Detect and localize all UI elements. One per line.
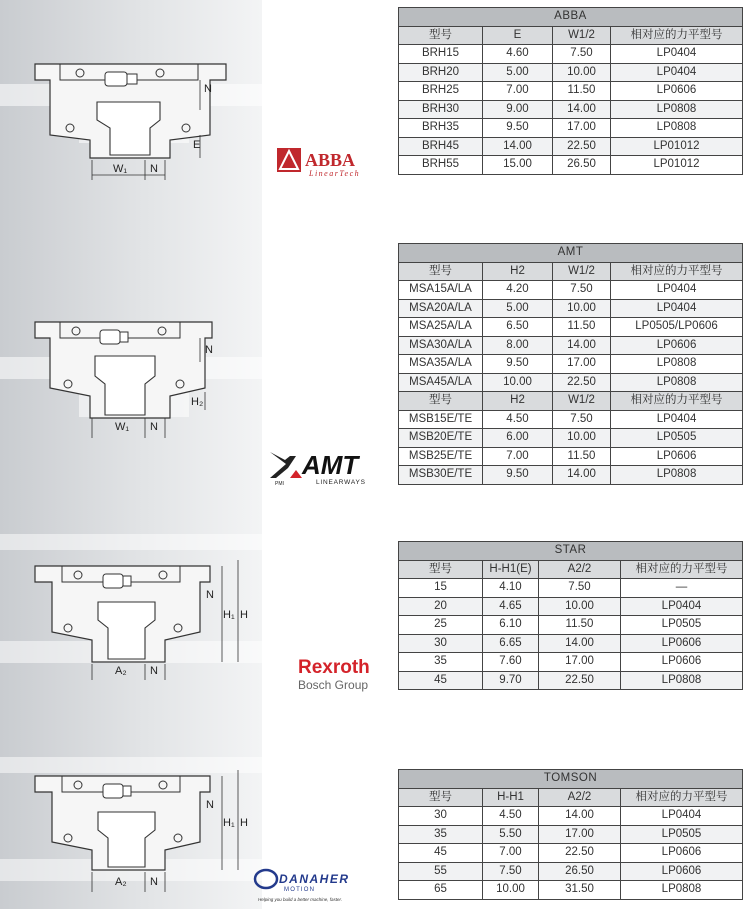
- table-cell: LP0404: [621, 597, 743, 616]
- spec-table-amt: [398, 243, 743, 485]
- table-cell: BRH45: [399, 137, 483, 156]
- table-cell: 14.00: [539, 634, 621, 653]
- table-row: [399, 616, 743, 635]
- column-header: W1/2: [553, 392, 611, 411]
- table-cell: 26.50: [553, 156, 611, 175]
- table-row: [399, 45, 743, 64]
- table-cell: 30: [399, 807, 483, 826]
- table-cell: 7.00: [483, 447, 553, 466]
- table-cell: 5.00: [483, 299, 553, 318]
- table-cell: 6.00: [483, 429, 553, 448]
- dim-label: W₁: [115, 421, 130, 433]
- table-cell: 8.00: [483, 336, 553, 355]
- table-row: [399, 299, 743, 318]
- table-row: [399, 881, 743, 900]
- table-cell: LP0808: [611, 119, 743, 138]
- column-header: E: [483, 26, 553, 45]
- table-cell: 9.50: [483, 119, 553, 138]
- dim-label: W₁: [113, 163, 128, 175]
- table-cell: 4.50: [483, 410, 553, 429]
- table-cell: LP0505: [621, 616, 743, 635]
- column-header: 型号: [399, 788, 483, 807]
- table-row: [399, 844, 743, 863]
- table-cell: 11.50: [539, 616, 621, 635]
- column-header: 相对应的力平型号: [611, 392, 743, 411]
- dim-label: A₂: [115, 665, 127, 677]
- table-cell: BRH25: [399, 82, 483, 101]
- column-header: 型号: [399, 262, 483, 281]
- table-cell: LP0404: [611, 299, 743, 318]
- rexroth-logo-sub: Bosch Group: [298, 678, 369, 692]
- rexroth-logo-name: Rexroth: [298, 657, 370, 678]
- table-cell: LP0808: [611, 466, 743, 485]
- table-row: [399, 281, 743, 300]
- table-cell: 14.00: [553, 100, 611, 119]
- table-cell: 10.00: [553, 429, 611, 448]
- amt-logo-sub: LINEARWAYS: [316, 479, 366, 486]
- table-cell: LP0808: [611, 100, 743, 119]
- amt-logo-mark: PMI: [275, 481, 284, 487]
- table-row: [399, 373, 743, 392]
- table-cell: LP0505/LP0606: [611, 318, 743, 337]
- column-header: W1/2: [553, 26, 611, 45]
- table-cell: LP0404: [611, 410, 743, 429]
- dim-label: N: [150, 876, 158, 888]
- table-cell: MSA25A/LA: [399, 318, 483, 337]
- dim-label: H: [240, 609, 248, 621]
- table-row: [399, 825, 743, 844]
- table-row: [399, 671, 743, 690]
- table-cell: 4.10: [483, 579, 539, 598]
- table-cell: 6.65: [483, 634, 539, 653]
- table-cell: 11.50: [553, 318, 611, 337]
- dim-label: N: [150, 163, 158, 175]
- table-cell: 10.00: [483, 881, 539, 900]
- table-title: AMT: [399, 244, 743, 263]
- table-cell: MSB20E/TE: [399, 429, 483, 448]
- table-cell: MSA30A/LA: [399, 336, 483, 355]
- table-title-row: [399, 542, 743, 561]
- table-cell: 9.50: [483, 466, 553, 485]
- column-header: W1/2: [553, 262, 611, 281]
- table-cell: MSB30E/TE: [399, 466, 483, 485]
- column-header: 相对应的力平型号: [611, 262, 743, 281]
- danaher-logo-sub: MOTION: [284, 887, 316, 893]
- table-cell: LP0808: [621, 881, 743, 900]
- column-header: 型号: [399, 560, 483, 579]
- table-row: [399, 318, 743, 337]
- table-cell: 25: [399, 616, 483, 635]
- table-row: [399, 653, 743, 672]
- dim-label: N: [206, 589, 214, 601]
- table-cell: LP0606: [621, 844, 743, 863]
- table-cell: 9.00: [483, 100, 553, 119]
- abba-logo: [275, 146, 381, 178]
- table-cell: 17.00: [553, 355, 611, 374]
- table-header-row: [399, 26, 743, 45]
- table-cell: 17.00: [539, 653, 621, 672]
- table-cell: 30: [399, 634, 483, 653]
- table-cell: 55: [399, 862, 483, 881]
- table-cell: LP0606: [611, 447, 743, 466]
- table-cell: 7.50: [483, 862, 539, 881]
- table-cell: 5.50: [483, 825, 539, 844]
- table-cell: 11.50: [553, 82, 611, 101]
- dim-label: A₂: [115, 876, 127, 888]
- table-cell: 45: [399, 671, 483, 690]
- table-cell: BRH15: [399, 45, 483, 64]
- table-cell: 22.50: [539, 671, 621, 690]
- table-row: [399, 466, 743, 485]
- table-title-row: [399, 244, 743, 263]
- dim-label: H₁: [223, 609, 235, 621]
- table-cell: 14.00: [553, 336, 611, 355]
- table-cell: MSB25E/TE: [399, 447, 483, 466]
- table-cell: LP0505: [621, 825, 743, 844]
- table-row: [399, 410, 743, 429]
- table-cell: 17.00: [539, 825, 621, 844]
- table-title: ABBA: [399, 8, 743, 27]
- dim-label: N: [204, 83, 212, 95]
- table-row: [399, 82, 743, 101]
- table-title-row: [399, 8, 743, 27]
- table-cell: LP0606: [621, 634, 743, 653]
- table-cell: BRH55: [399, 156, 483, 175]
- table-row: [399, 862, 743, 881]
- table-cell: 10.00: [483, 373, 553, 392]
- table-cell: 15: [399, 579, 483, 598]
- table-row: [399, 807, 743, 826]
- table-cell: MSB15E/TE: [399, 410, 483, 429]
- table-row: [399, 355, 743, 374]
- table-cell: 4.65: [483, 597, 539, 616]
- table-cell: 10.00: [553, 299, 611, 318]
- table-row: [399, 429, 743, 448]
- table-cell: LP0606: [611, 82, 743, 101]
- table-cell: 7.50: [539, 579, 621, 598]
- table-row: [399, 156, 743, 175]
- spec-table-star: [398, 541, 743, 690]
- table-cell: 45: [399, 844, 483, 863]
- table-cell: 6.50: [483, 318, 553, 337]
- table-title: STAR: [399, 542, 743, 561]
- table-cell: LP0808: [621, 671, 743, 690]
- column-header: H-H1(E): [483, 560, 539, 579]
- table-header-row: [399, 262, 743, 281]
- table-header-row: [399, 560, 743, 579]
- dim-label: N: [206, 799, 214, 811]
- table-cell: LP0404: [611, 281, 743, 300]
- table-cell: 7.00: [483, 844, 539, 863]
- table-cell: LP0606: [621, 862, 743, 881]
- danaher-logo-tagline: Helping you build a better machine, faster.: [258, 897, 343, 902]
- table-row: [399, 597, 743, 616]
- table-cell: 7.50: [553, 281, 611, 300]
- carriage-drawing-abba: [0, 0, 262, 200]
- table-cell: BRH20: [399, 63, 483, 82]
- column-header: 型号: [399, 26, 483, 45]
- amt-logo-name: AMT: [302, 450, 359, 480]
- carriage-drawing-tomson: [0, 720, 262, 920]
- table-cell: 22.50: [539, 844, 621, 863]
- table-cell: 35: [399, 825, 483, 844]
- table-cell: LP0808: [611, 355, 743, 374]
- table-cell: 20: [399, 597, 483, 616]
- table-cell: MSA45A/LA: [399, 373, 483, 392]
- table-cell: 14.00: [483, 137, 553, 156]
- rexroth-logo: [298, 658, 370, 692]
- dim-label: N: [150, 421, 158, 433]
- table-row: [399, 447, 743, 466]
- table-cell: LP01012: [611, 156, 743, 175]
- column-header: H2: [483, 392, 553, 411]
- dim-label: H: [240, 817, 248, 829]
- table-cell: —: [621, 579, 743, 598]
- column-header: A2/2: [539, 560, 621, 579]
- table-cell: 22.50: [553, 373, 611, 392]
- table-cell: 5.00: [483, 63, 553, 82]
- spec-table-tomson: [398, 769, 743, 900]
- table-header-row: [399, 392, 743, 411]
- table-cell: 14.00: [553, 466, 611, 485]
- carriage-drawing-star: [0, 502, 262, 702]
- table-cell: 22.50: [553, 137, 611, 156]
- column-header: 相对应的力平型号: [621, 560, 743, 579]
- table-cell: 6.10: [483, 616, 539, 635]
- dim-label: E: [193, 139, 201, 151]
- table-cell: LP0404: [611, 63, 743, 82]
- table-cell: 31.50: [539, 881, 621, 900]
- column-header: H-H1: [483, 788, 539, 807]
- dim-label: N: [150, 665, 158, 677]
- table-cell: 17.00: [553, 119, 611, 138]
- dim-label: H₂: [191, 396, 204, 408]
- table-row: [399, 137, 743, 156]
- table-header-row: [399, 788, 743, 807]
- table-row: [399, 336, 743, 355]
- table-cell: 4.50: [483, 807, 539, 826]
- dim-label: N: [205, 344, 213, 356]
- table-title-row: [399, 770, 743, 789]
- table-cell: 7.00: [483, 82, 553, 101]
- column-header: 型号: [399, 392, 483, 411]
- table-cell: LP0606: [611, 336, 743, 355]
- carriage-drawing-amt: [0, 258, 262, 458]
- table-cell: 10.00: [539, 597, 621, 616]
- table-cell: 7.50: [553, 45, 611, 64]
- table-cell: 35: [399, 653, 483, 672]
- abba-logo-name: ABBA: [305, 150, 356, 170]
- table-cell: MSA15A/LA: [399, 281, 483, 300]
- table-cell: BRH30: [399, 100, 483, 119]
- table-cell: 10.00: [553, 63, 611, 82]
- spec-table-abba: [398, 7, 743, 175]
- table-cell: BRH35: [399, 119, 483, 138]
- table-row: [399, 119, 743, 138]
- table-cell: LP0505: [611, 429, 743, 448]
- table-cell: 11.50: [553, 447, 611, 466]
- column-header: A2/2: [539, 788, 621, 807]
- table-cell: LP01012: [611, 137, 743, 156]
- column-header: 相对应的力平型号: [621, 788, 743, 807]
- table-cell: 26.50: [539, 862, 621, 881]
- amt-logo: [268, 448, 384, 488]
- table-cell: LP0808: [611, 373, 743, 392]
- table-cell: 7.60: [483, 653, 539, 672]
- danaher-logo-name: DANAHER: [279, 872, 350, 886]
- table-cell: 4.20: [483, 281, 553, 300]
- table-cell: 15.00: [483, 156, 553, 175]
- table-title: TOMSON: [399, 770, 743, 789]
- dim-label: H₁: [223, 817, 235, 829]
- table-cell: 4.60: [483, 45, 553, 64]
- abba-logo-sub: LinearTech: [309, 169, 361, 178]
- table-row: [399, 100, 743, 119]
- table-cell: LP0404: [611, 45, 743, 64]
- table-cell: 9.50: [483, 355, 553, 374]
- column-header: 相对应的力平型号: [611, 26, 743, 45]
- table-row: [399, 63, 743, 82]
- table-cell: MSA20A/LA: [399, 299, 483, 318]
- table-cell: 7.50: [553, 410, 611, 429]
- table-cell: LP0404: [621, 807, 743, 826]
- table-cell: 65: [399, 881, 483, 900]
- table-cell: LP0606: [621, 653, 743, 672]
- table-row: [399, 634, 743, 653]
- danaher-logo: [252, 866, 382, 904]
- table-cell: 9.70: [483, 671, 539, 690]
- column-header: H2: [483, 262, 553, 281]
- table-row: [399, 579, 743, 598]
- table-cell: MSA35A/LA: [399, 355, 483, 374]
- table-cell: 14.00: [539, 807, 621, 826]
